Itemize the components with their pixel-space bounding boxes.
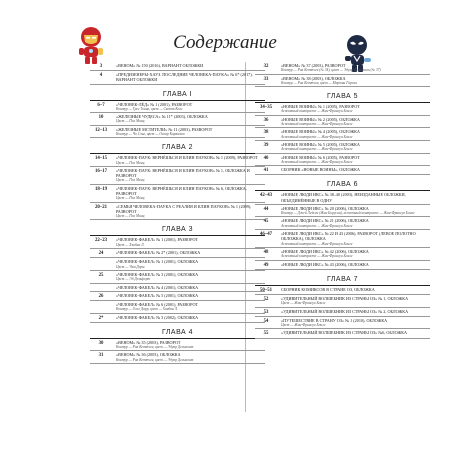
entry-title: «ПРЕДИЗЕНЕРЫ-ХАУЗ. ПОСЛЕДНИЕ ЧЕЛОВЕКА-ПАУКА» № 6* (2017), ВАРИАНТ ОБЛОЖКИ — [116, 72, 253, 83]
page-number: 53 — [263, 309, 269, 315]
entry-title: «ЧЕЛОВЕК-ФАКЕЛ» № 1 (2001), РАЗВОРОТ — [116, 237, 199, 243]
entry-body — [277, 63, 430, 73]
entry-body — [277, 129, 430, 139]
entry-body — [277, 76, 430, 86]
toc-entry[interactable] — [90, 236, 265, 249]
page-number: 6–7 — [97, 102, 105, 108]
page-number: 41 — [263, 168, 269, 174]
entry-title: «НОВЫЕ ВОИНЫ» № 1 (2005), РАЗВОРОТ — [281, 104, 360, 110]
toc-entry[interactable] — [90, 101, 265, 114]
toc-entry[interactable] — [255, 154, 430, 167]
page-number: 50–51 — [260, 287, 272, 293]
toc-entry[interactable] — [255, 191, 430, 204]
entry-body — [112, 285, 265, 290]
page-number: 3 — [99, 64, 103, 69]
toc-entry[interactable] — [90, 62, 265, 71]
entry-body — [112, 315, 265, 321]
page-number: 30 — [98, 340, 104, 346]
page-number: 44 — [263, 206, 269, 212]
toc-entry[interactable] — [90, 271, 265, 284]
entry-title: «ЧЕЛОВЕК-ФАКЕЛ» № 1 (2001), ОБЛОЖКА — [116, 259, 199, 265]
toc-entry[interactable] — [255, 141, 430, 154]
toc-entry[interactable] — [90, 351, 265, 364]
entry-title: «НОВЫЕ ВОИНЫ» № 5 (2005), ОБЛОЖКА — [281, 142, 360, 148]
toc-entry[interactable] — [90, 292, 265, 301]
page-number: 14–15 — [95, 156, 107, 162]
entry-body — [112, 114, 265, 124]
page-number: 45 — [263, 219, 269, 225]
entry-body — [277, 206, 430, 216]
entry-title: «УДИВИТЕЛЬНЫЙ ВОЛШЕБНИК ИЗ СТРАНЫ ОЗ» № 1, ОБЛОЖКА — [281, 295, 409, 301]
entry-credit: Аспектный контрасте — Жан-Франсуа Бонле — [281, 122, 353, 127]
entry-title: «ЖЕЛЕЗНЫЕ МСТИТЕЛИ» № 11 (2003), РАЗВОРОТ — [116, 126, 213, 132]
entry-title: «ВЕНОМ» № 150 (2016), ВАРИАНТ ОБЛОЖКИ — [116, 63, 204, 68]
entry-title: «ЖЕЛЕЗНЫЕ ЧУДЕСА» № 11* (2003), ОБЛОЖКА — [116, 114, 208, 120]
toc-entry[interactable] — [255, 261, 430, 270]
entry-body — [112, 63, 265, 69]
entry-body — [112, 186, 265, 201]
page-number: 46–47 — [260, 232, 272, 238]
toc-entry[interactable] — [255, 75, 430, 88]
page-number: 34–35 — [260, 105, 272, 111]
page-number: 16–17 — [95, 169, 107, 175]
page-number: 36 — [263, 117, 269, 123]
entry-title: «ЧЕЛОВЕК-ФАКЕЛ» № 6 (2001), РАЗВОРОТ — [116, 301, 199, 307]
entry-body — [277, 155, 430, 165]
entry-title: «ЧЕЛОВЕК-ФАКЕЛ» № 2* (2001), ОБЛОЖКА — [116, 250, 201, 256]
chapter-heading: ГЛАВА 5 — [255, 90, 430, 103]
page-number: 22–23 — [95, 238, 107, 244]
page-number: 54 — [263, 318, 269, 324]
toc-entry[interactable] — [90, 126, 265, 139]
toc-entry[interactable] — [90, 185, 265, 203]
entry-credit: Аспектный контрасте — Жан-Франсуа Бонле — [281, 109, 353, 114]
toc-entry[interactable] — [90, 258, 265, 271]
toc-entry[interactable] — [90, 113, 265, 126]
toc-entry[interactable] — [90, 154, 265, 167]
entry-credit: Контур — Грег Тоник, цвет — Скотт Кеас — [116, 106, 183, 111]
toc-entry[interactable] — [90, 249, 265, 258]
toc-entry[interactable] — [255, 128, 430, 141]
entry-body — [112, 259, 265, 269]
entry-credit: Контур — Джей Лейсен (Жан Борусин), аспектный контрасте — Жан-Франсуа Бонле — [281, 211, 415, 216]
toc-entry[interactable] — [255, 103, 430, 116]
page-number: 20–21 — [95, 204, 107, 210]
toc-right-column — [255, 62, 430, 339]
page-number — [90, 302, 112, 312]
toc-entry[interactable] — [255, 308, 430, 317]
entry-body — [277, 104, 430, 114]
entry-body — [277, 117, 430, 127]
toc-entry[interactable] — [90, 301, 265, 314]
entry-body — [277, 287, 430, 293]
page-number: 18–19 — [95, 186, 107, 192]
page-number: 40 — [263, 155, 269, 161]
toc-entry[interactable] — [90, 339, 265, 352]
entry-credit: Аспектный контрасте — Жан-Франсуа Бонле — [281, 254, 353, 259]
entry-body — [112, 250, 265, 256]
entry-credit: Аспектный контрасте — Жан-Франсуа Бонле — [281, 223, 353, 228]
page-number: 32 — [263, 64, 269, 69]
entry-body — [112, 127, 265, 137]
entry-title: «ЧЕЛОВЕК-ПАУК: ВЕРНЁШЬСЯ И КЛИН ПАУКОВ» № 1, ОБЛОЖКА И РАЗВОРОТ — [116, 168, 250, 179]
entry-title: «НОВЫЕ ЛЮДИ ИКС» № 20 (2006), ОБЛОЖКА — [281, 205, 369, 211]
entry-title: СБОРНИК «НОВЫЕ ВОИНЫ», ОБЛОЖКА — [281, 167, 360, 173]
toc-entry[interactable] — [255, 248, 430, 261]
toc-left-column — [90, 62, 265, 364]
entry-credit: Аспектный контрасте — Жан-Франсуа Бонле — [281, 241, 353, 246]
entry-credit: Цвет — Пол Монц — [116, 160, 145, 165]
page-number: 52 — [263, 296, 269, 302]
entry-credit: Аспектный контрасте — Жан-Франсуа Бонле — [281, 147, 353, 152]
toc-entry[interactable] — [255, 329, 430, 338]
entry-credit: Цвет — Пол Монц — [116, 119, 145, 124]
toc-entry[interactable] — [90, 284, 265, 292]
page-number: 25 — [98, 272, 104, 278]
entry-body — [277, 142, 430, 152]
toc-entry[interactable] — [255, 166, 430, 175]
page-number: 12–13 — [95, 127, 107, 133]
entry-credit: Цвет — Хэнбин Л. — [116, 242, 145, 247]
page-number: 55 — [263, 331, 269, 337]
entry-credit: Контур — Олег Дарр, цвет — Хэнбин Л. — [116, 307, 178, 312]
entry-body — [112, 168, 265, 183]
page-number: 38 — [263, 130, 269, 136]
entry-title: СБОРНИК КОМИКСОВ В СТРАНЕ ОЗ, ОБЛОЖКА — [281, 286, 375, 292]
chapter-heading: ГЛАВА 3 — [90, 223, 265, 236]
entry-body — [277, 309, 430, 315]
page-number — [90, 285, 112, 290]
entry-credit: Цвет — Пол Монц — [116, 178, 145, 183]
page-title: Содержание — [173, 32, 277, 53]
entry-credit: Цвет — Пол Монц — [116, 214, 145, 219]
entry-title: «ЧЕЛОВЕК-ПАУК: ВЕРНЁШЬСЯ И КЛИН ПАУКОВ» № 1 (2009), РАЗВОРОТ — [116, 155, 258, 161]
entry-body — [277, 192, 430, 202]
toc-entry[interactable] — [255, 230, 430, 248]
entry-credit: Цвет — Жан-Франсуа Бонле — [281, 322, 326, 327]
entry-credit: Контур — Рик Кеттчен (№ 34), цвет — Эдуар Дельмонт (№ 37) — [281, 68, 381, 73]
entry-body — [112, 102, 265, 112]
entry-title: «ВЕНОМ» № 38 (2003), ОБЛОЖКА — [281, 75, 346, 81]
toc-entry[interactable] — [255, 317, 430, 330]
entry-title: «УДИВИТЕЛЬНЫЙ ВОЛШЕБНИК ИЗ СТРАНЫ ОЗ» №6, ОБЛОЖКА — [281, 330, 408, 336]
entry-body — [277, 231, 430, 246]
entry-title: «ЧЕЛОВЕК-ФАКЕЛ» № 3 (2002), ОБЛОЖКА — [116, 314, 199, 320]
entry-title: «НОВЫЕ ЛЮДИ ИКС» № 43 (2006), ОБЛОЖКА — [281, 261, 369, 267]
entry-title: «ВЕНОМ» № 36 (2003), ОБЛОЖКА — [116, 352, 181, 358]
entry-title: «НОВЫЕ ЛЮДИ ИКС» № 42 (2006), ОБЛОЖКА — [281, 248, 369, 254]
page-number: 10 — [98, 115, 104, 121]
page-number: 48 — [263, 249, 269, 255]
entry-title: «ЧЕЛОВЕК-ФАКЕЛ» № 4 (2001), ОБЛОЖКА — [116, 284, 199, 290]
entry-title: «НОВЫЕ ЛЮДИ ИКС» № 38–40 (2003), НЕИЗДАННЫЕ ОБЛОЖКИ, ОБЪЕДИНЁННЫЕ В ОДНУ — [281, 192, 406, 203]
page-number — [90, 259, 112, 269]
toc-entry[interactable] — [255, 116, 430, 129]
entry-credit: Контур — Рик Кеттчен, цвет — Эдуар Дельмонт — [116, 344, 194, 349]
toc-entry[interactable] — [90, 314, 265, 323]
chapter-heading: ГЛАВА 6 — [255, 178, 430, 191]
iron-man-mascot-icon — [75, 26, 107, 66]
entry-credit: Цвет — Пол Монц — [116, 196, 145, 201]
toc-entry[interactable] — [255, 295, 430, 308]
entry-body — [112, 72, 265, 82]
page-number: 4 — [99, 73, 103, 79]
entry-title: «НОВЫЕ ВОИНЫ» № 4 (2005), ОБЛОЖКА — [281, 129, 360, 135]
entry-title: «НОВЫЕ ВОИНЫ» № 6 (2005), РАЗВОРОТ — [281, 154, 360, 160]
page-number: 26 — [98, 293, 104, 299]
entry-body — [277, 330, 430, 336]
toc-entry[interactable] — [90, 203, 265, 221]
entry-body — [112, 204, 265, 219]
entry-body — [277, 262, 430, 268]
page-number: 2* — [98, 315, 104, 321]
chapter-heading: ГЛАВА 4 — [90, 326, 265, 339]
entry-credit: Аспектный контрасте — Жан-Франсуа Бонле — [281, 159, 353, 164]
entry-title: «ЧЕЛОВЕК-ЛЁД» № 1 (2001), РАЗВОРОТ — [116, 101, 193, 107]
entry-credit: Цвет — Эд Дельфорт — [116, 277, 151, 282]
chapter-heading: ГЛАВА I — [90, 88, 265, 101]
entry-body — [112, 237, 265, 247]
entry-title: «НОВЫЕ ЛЮДИ ИКС» № 22 И 43 (2006), РАЗВОРОТ (ЛЕВОЕ ПОЛОТНО ОБЛОЖКА), ОБЛОЖКА — [281, 231, 416, 242]
page-number: 39 — [263, 143, 269, 149]
toc-entry[interactable] — [255, 62, 430, 75]
entry-body — [112, 155, 265, 165]
entry-title: «УДИВИТЕЛЬНЫЙ ВОЛШЕБНИК ИЗ СТРАНЫ ОЗ» № 2, ОБЛОЖКА — [281, 308, 409, 314]
page-number: 31 — [98, 353, 104, 359]
entry-title: «ВЕНОМ» № 35 (2003), РАЗВОРОТ — [116, 339, 181, 345]
entry-title: «ВЕНОМ» № 37 (2003), РАЗВОРОТ — [281, 63, 346, 68]
entry-credit: Цвет — Чэм Дорм — [116, 264, 145, 269]
chapter-heading: ГЛАВА 7 — [255, 273, 430, 286]
entry-title: «ЧЕЛОВЕК-ФАКЕЛ» № 3 (2001), ОБЛОЖКА — [116, 271, 199, 277]
entry-title: «НОВЫЕ ЛЮДИ ИКС» № 21 (2006), ОБЛОЖКА — [281, 218, 369, 224]
toc-entry[interactable] — [90, 71, 265, 84]
entry-body — [112, 293, 265, 299]
toc-entry[interactable] — [255, 205, 430, 218]
entry-body — [112, 302, 265, 312]
entry-credit: Аспектный контрасте — Жан-Франсуа Бонле — [281, 134, 353, 139]
entry-body — [277, 318, 430, 328]
toc-entry[interactable] — [255, 217, 430, 230]
page-number: 24 — [98, 251, 104, 257]
entry-credit: Контур — Рик Кеттчен, цвет — Эдуар Дельмонт — [116, 357, 194, 362]
entry-credit: Контур — Чо Сэнг, цвет — Оскар Карвалью — [116, 132, 185, 137]
page-number: 49 — [263, 262, 269, 268]
chapter-heading: ГЛАВА 2 — [90, 141, 265, 154]
entry-title: «ЧЕЛОВЕК-ПАУК: ВЕРНЁШЬСЯ И КЛИН ПАУКОВ» № 6, ОБЛОЖКА, РАЗВОРОТ — [116, 185, 247, 197]
entry-body — [277, 296, 430, 306]
page-number: 42–43 — [260, 193, 272, 199]
entry-body — [112, 352, 265, 362]
entry-title: «СЕМЬЯ ЧЕЛОВЕКА-ПАУКА С РЕАЛИЯ И КЛИН ПАУКОВ» № 1 (2009), РАЗВОРОТ — [116, 203, 252, 214]
entry-title: «ЧЕЛОВЕК-ФАКЕЛ» № 5 (2001), ОБЛОЖКА — [116, 292, 199, 298]
entry-credit: Цвет — Жан-Франсуа Бонле — [281, 301, 326, 306]
toc-entry[interactable] — [90, 167, 265, 185]
entry-title: «ПУТЕШЕСТВИЕ В СТРАНУ ОЗ» № 1 (2010), ОБЛОЖКА — [281, 317, 388, 323]
entry-title: «НОВЫЕ ВОИНЫ» № 2 (2005), ОБЛОЖКА — [281, 116, 360, 122]
toc-entry[interactable] — [255, 286, 430, 295]
entry-body — [277, 218, 430, 228]
entry-body — [112, 272, 265, 282]
entry-body — [277, 167, 430, 173]
entry-body — [112, 340, 265, 350]
entry-credit: Контур — Рик Кеттчен, цвет — Мартин Гарсия — [281, 80, 357, 85]
page-number: 33 — [263, 76, 269, 82]
entry-body — [277, 249, 430, 259]
